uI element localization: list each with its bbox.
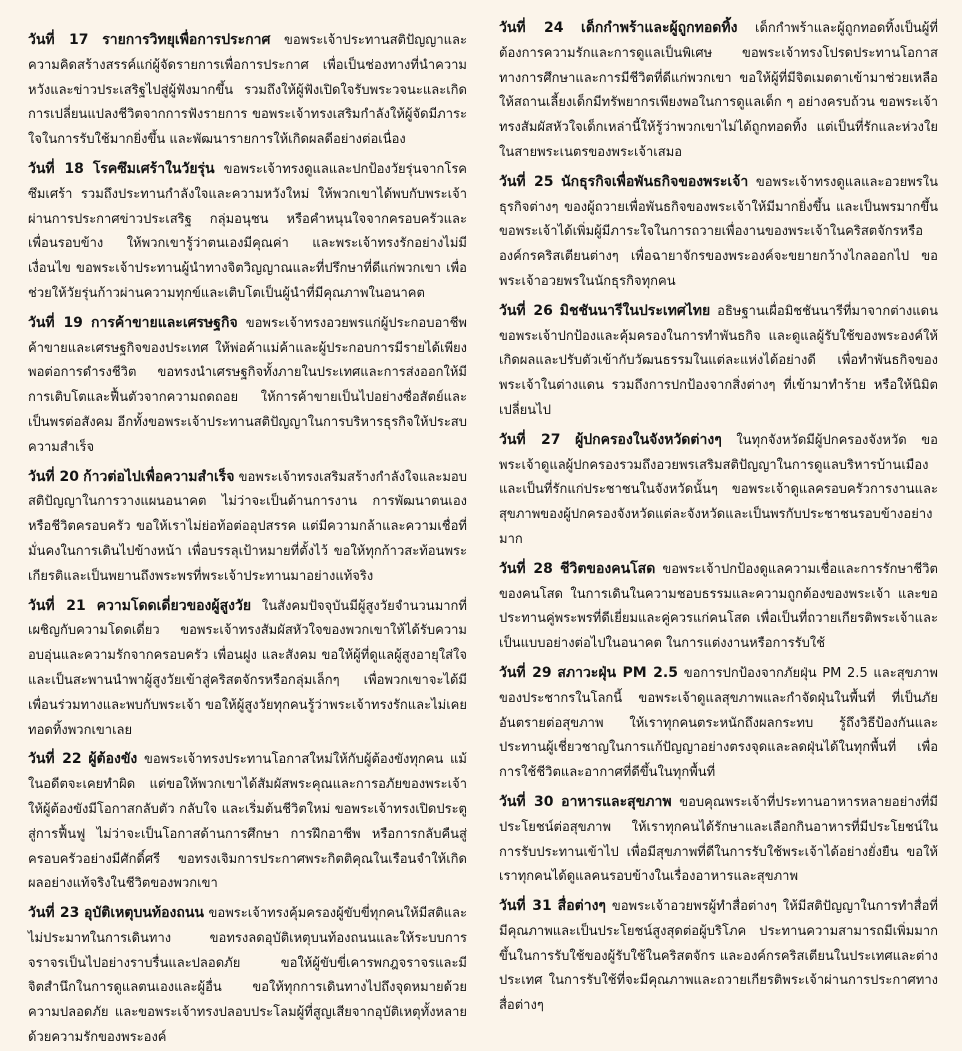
- entry-day-label: วันที่ 26: [499, 302, 553, 319]
- entry-body: ขอพระเจ้าทรงคุ้มครองผู้ขับขี่ทุกคนให้มีสติและไม่ประมาทในการเดินทาง ขอทรงลดอุบัติเหตุบนท้องถนนและให้ระบบการจราจรเป็นไปอย่างราบรื่นและปลอดภัย ขอให้ผู้ขับขี่เคารพกฎจราจรและมีจิตสำนึกในการดูแลตนเองและผู้อื่น ขอให้ทุกการเดินทางไปถึงจุดหมายด้วยความปลอดภัย และขอพระเจ้าทรงปลอบประโลมผู้ที่สูญเสียจากอุบัติเหตุทั้งหลายด้วยความรักของพระองค์: [28, 906, 467, 1046]
- entry-body: ในทุกจังหวัดมีผู้ปกครองจังหวัด ขอพระเจ้าดูแลผู้ปกครองรวมถึงอวยพรเสริมสติปัญญาในการดูแลบริหารบ้านเมือง และเป็นที่รักแก่ประชาชนในจังหวัดนั้นๆ ขอพระเจ้าดูแลครอบครัวการงานและสุขภาพของผู้ปกครองจังหวัดแต่ละจังหวัดและเป็นพรกับประชาชนรอบข้างอย่างมาก: [499, 432, 938, 547]
- prayer-entry-day-23: [28, 901, 467, 1051]
- prayer-entry-day-24: [499, 16, 938, 166]
- entry-body: ขอพระเจ้าทรงดูแลและปกป้องวัยรุ่นจากโรคซึมเศร้า รวมถึงประทานกำลังใจและความหวังใหม่ ให้พวกเขาได้พบกับพระเจ้าผ่านการประกาศข่าวประเสริฐ กลุ่มอนุชน หรือคำหนุนใจจากครอบครัวและเพื่อนรอบข้าง ให้พวกเขารู้ว่าตนเองมีคุณค่า และพระเจ้าทรงรักอย่างไม่มีเงื่อนไข ขอพระเจ้าประทานผู้นำทางจิตวิญญาณและที่ปรึกษาที่ดีแก่พวกเขา เพื่อช่วยให้วัยรุ่นก้าวผ่านความทุกข์และเติบโตเป็นผู้นำที่มีคุณภาพในอนาคต: [28, 161, 467, 301]
- prayer-entry-day-26: [499, 299, 938, 424]
- prayer-entry-day-31: [499, 894, 938, 1019]
- entry-body: ขอพระเจ้าทรงดูแลและอวยพรในธุรกิจต่างๆ ของผู้ถวายเพื่อพันธกิจของพระเจ้าให้มีมากยิ่งขึ้น และเป็นพรมากขึ้น ขอพระเจ้าได้เพิ่มผู้มีภาระใจในการถวายเพื่องานของพระเจ้าในคริสตจักรหรือองค์กรคริสเตียนต่างๆ เพื่อฉายาจักรของพระองค์จะขยายกว้างไกลออกไป ขอพระเจ้าอวยพรในนักธุรกิจทุกคน: [499, 174, 938, 289]
- entry-body: ขอการปกป้องจากภัยฝุ่น PM 2.5 และสุขภาพของประชากรในโลกนี้ ขอพระเจ้าดูแลสุขภาพและกำจัดฝุ่นในพื้นที่ ที่เป็นภัยอันตรายต่อสุขภาพ ให้เราทุกคนตระหนักถึงผลกระทบ รู้ถึงวิธีป้องกันและประทานผู้เชี่ยวชาญในการแก้ปัญญาอย่างตรงจุดและลดฝุ่นได้ในทุกพื้นที่ เพื่อการใช้ชีวิตและอากาศที่ดีขึ้นในทุกพื้นที่: [499, 665, 939, 781]
- entry-day-label: วันที่ 29: [499, 664, 552, 681]
- entry-body: ขอพระเจ้าปกป้องดูแลความเชื่อและการรักษาชีวิตของคนโสด ในการเดินในความชอบธรรมและความถูกต้องของพระเจ้า และขอประทานคู่พระพรที่ดีเยี่ยมและคู่ควรแก่คนโสด เพื่อเป็นที่ถวายเกียรติพระเจ้าและเป็นแบบอย่างต่อไปในอนาคต ในการแต่งงานหรือการรับใช้: [499, 561, 938, 652]
- left-column: [28, 14, 467, 1046]
- entry-day-label: วันที่ 20: [28, 468, 80, 485]
- entry-title: สื่อต่างๆ: [557, 898, 606, 915]
- prayer-entry-day-20: [28, 465, 467, 590]
- entry-title: มิชชันนารีในประเทศไทย: [559, 302, 711, 319]
- entry-day-label: วันที่ 28: [499, 560, 553, 577]
- prayer-entry-day-30: [499, 790, 938, 890]
- entry-title: สภาวะฝุ่น PM 2.5: [557, 664, 678, 681]
- prayer-entry-day-17: [28, 28, 467, 153]
- entry-body: ในสังคมปัจจุบันมีผู้สูงวัยจำนวนมากที่เผชิญกับความโดดเดี่ยว ขอพระเจ้าทรงสัมผัสหัวใจของพวกเขาให้ได้รับความอบอุ่นและความรักจากครอบครัว เพื่อนฝูง และสังคม ขอให้ผู้ที่ดูแลผู้สูงอายุใส่ใจและเป็นสะพานนำพาผู้สูงวัยเข้าสู่คริสตจักรหรือกลุ่มเล็กๆ เพื่อพวกเขาจะได้มีเพื่อนร่วมทางและพบกับพระเจ้า ขอให้ผู้สูงวัยทุกคนรู้ว่าพระเจ้าทรงรักและไม่เคยทอดทิ้งพวกเขาเลย: [28, 598, 467, 738]
- right-column: [499, 14, 938, 1024]
- entry-day-label: วันที่ 27: [499, 431, 561, 448]
- entry-body: ขอพระเจ้าทรงอวยพรแก่ผู้ประกอบอาชีพค้าขายและเศรษฐกิจของประเทศ ให้พ่อค้าแม่ค้าและผู้ประกอบการมีรายได้เพียงพอต่อการดำรงชีวิต ขอทรงนำเศรษฐกิจทั้งภายในประเทศและการส่งออกให้มีการเติบโตและฟื้นตัวจากความถดถอย ให้การค้าขายเป็นไปอย่างซื่อสัตย์และเป็นพรต่อสังคม อีกทั้งขอพระเจ้าประทานสติปัญญาในการบริหารธุรกิจให้ประสบความสำเร็จ: [28, 315, 467, 455]
- entry-day-label: วันที่ 18: [28, 160, 84, 177]
- prayer-entry-day-18: [28, 157, 467, 307]
- entry-title: ชีวิตของคนโสด: [559, 560, 656, 577]
- entry-title: การค้าขายและเศรษฐกิจ: [90, 314, 238, 331]
- entry-title: ผู้ปกครองในจังหวัดต่างๆ: [575, 431, 722, 448]
- prayer-entry-day-22: [28, 747, 467, 897]
- entry-day-label: วันที่ 25: [499, 173, 554, 190]
- entry-day-label: วันที่ 30: [499, 793, 554, 810]
- entry-title: ความโดดเดี่ยวของผู้สูงวัย: [96, 597, 252, 614]
- entry-title: อาหารและสุขภาพ: [561, 793, 672, 810]
- entry-body: ขอพระเจ้าประทานสติปัญญาและความคิดสร้างสรรค์แก่ผู้จัดรายการเพื่อการประกาศ เพื่อเป็นช่องทางที่นำความหวังและข่าวประเสริฐไปสู่ผู้ฟังมากขึ้น รวมถึงให้ผู้ฟังเปิดใจรับพระวจนะและเกิดการเปลี่ยนแปลงชีวิตจากการฟังรายการ ขอพระเจ้าทรงเสริมกำลังให้ผู้จัดมีภาระใจในการรับใช้มากยิ่งขึ้น และพัฒนารายการให้เกิดผลดีอย่างต่อเนื่อง: [28, 33, 467, 148]
- entry-body: เด็กกำพร้าและผู้ถูกทอดทิ้งเป็นผู้ที่ต้องการความรักและการดูแลเป็นพิเศษ ขอพระเจ้าทรงโปรดประทานโอกาสทางการศึกษาและการมีชีวิตที่ดีแก่พวกเขา ขอให้ผู้ที่มีจิตเมตตาเข้ามาช่วยเหลือให้สถานเลี้ยงเด็กมีทรัพยากรเพียงพอในการดูแลเด็ก ๆ อย่างครบถ้วน ขอพระเจ้าทรงสัมผัสหัวใจเด็กเหล่านี้ให้รู้ว่าพวกเขาไม่ได้ถูกทอดทิ้ง แต่เป็นที่รักและห่วงใยในสายพระเนตรของพระเจ้าเสมอ: [499, 21, 938, 160]
- prayer-entry-day-19: [28, 311, 467, 461]
- entry-day-label: วันที่ 17: [28, 32, 89, 48]
- entry-title: ผู้ต้องขัง: [88, 751, 138, 768]
- prayer-entry-day-27: [499, 428, 938, 553]
- entry-body: อธิษฐานเผื่อมิชชันนารีที่มาจากต่างแดน ขอพระเจ้าปกป้องและคุ้มครองในการทำพันธกิจ และดูแลผู้รับใช้ของพระองค์ให้เกิดผลและปรับตัวเข้ากับวัฒนธรรมในแต่ละแห่งได้อย่างดี เพื่อทำพันธกิจของพระเจ้าในต่างแดน รวมถึงการปกป้องจากสิ่งต่างๆ ที่เข้ามาทำร้าย หรือให้นิมิตเปลี่ยนไป: [499, 303, 938, 418]
- entry-body: ขอบคุณพระเจ้าที่ประทานอาหารหลายอย่างที่มีประโยชน์ต่อสุขภาพ ให้เราทุกคนได้รักษาและเลือกกินอาหารที่มีประโยชน์ในการรับประทานเข้าไป เพื่อมีสุขภาพที่ดีในการรับใช้พระเจ้าได้อย่างยั่งยืน ขอให้เราทุกคนได้ดูแลคนรอบข้างในเรื่องอาหารและสุขภาพ: [499, 794, 938, 885]
- entry-day-label: วันที่ 21: [28, 597, 86, 614]
- entry-body: ขอพระเจ้าอวยพรผู้ทำสื่อต่างๆ ให้มีสติปัญญาในการทำสื่อที่มีคุณภาพและเป็นประโยชน์สูงสุดต่อผู้บริโภค ประทานความสามารถมีเพิ่มมากขึ้นในการรับใช้ของผู้รับใช้ในคริสตจักร และองค์กรคริสเตียนในประเทศและต่างประเทศ ในการรับใช้ที่จะมีคุณภาพและถวายเกียรติพระเจ้าผ่านการประกาศทางสื่อต่างๆ: [499, 899, 938, 1014]
- entry-body: ขอพระเจ้าทรงเสริมสร้างกำลังใจและมอบสติปัญญาในการวางแผนอนาคต ไม่ว่าจะเป็นด้านการงาน การพัฒนาตนเอง หรือชีวิตครอบครัว ขอให้เราไม่ย่อท้อต่ออุปสรรค แต่มีความกล้าและความเชื่อที่มั่นคงในการเดินไปข้างหน้า เพื่อบรรลุเป้าหมายที่ตั้งไว้ ขอให้ทุกก้าวสะท้อนพระเกียรติและเป็นพยานถึงพระพรที่พระเจ้าประทานมาอย่างแท้จริง: [28, 469, 467, 584]
- entry-day-label: วันที่ 24: [499, 20, 564, 36]
- entry-day-label: วันที่ 19: [28, 314, 83, 331]
- prayer-entry-day-25: [499, 170, 938, 295]
- entry-title: โรคซึมเศร้าในวัยรุ่น: [92, 160, 215, 177]
- prayer-entry-day-21: [28, 594, 467, 744]
- entry-day-label: วันที่ 31: [499, 898, 552, 915]
- entry-title: รายการวิทยุเพื่อการประกาศ: [102, 32, 271, 48]
- entry-title: เด็กกำพร้าและผู้ถูกทอดทิ้ง: [581, 20, 738, 36]
- entry-title: ก้าวต่อไปเพื่อความสำเร็จ: [83, 468, 235, 485]
- entry-body: ขอพระเจ้าทรงประทานโอกาสใหม่ให้กับผู้ต้องขังทุกคน แม้ในอดีตจะเคยทำผิด แต่ขอให้พวกเขาได้สัมผัสพระคุณและการอภัยของพระเจ้า ให้ผู้ต้องขังมีโอกาสกลับตัว กลับใจ และเริ่มต้นชีวิตใหม่ ขอพระเจ้าทรงเปิดประตูสู่การฟื้นฟู ไม่ว่าจะเป็นโอกาสด้านการศึกษา การฝึกอาชีพ หรือการกลับคืนสู่ครอบครัวอย่างมีศักดิ์ศรี ขอทรงเจิมการประกาศพระกิตติคุณในเรือนจำให้เกิดผลอย่างแท้จริงในชีวิตของพวกเขา: [28, 752, 467, 892]
- prayer-entry-day-29: [499, 661, 938, 786]
- entry-day-label: วันที่ 23: [28, 905, 80, 922]
- entry-title: นักธุรกิจเพื่อพันธกิจของพระเจ้า: [561, 173, 749, 190]
- prayer-entry-day-28: [499, 557, 938, 657]
- entry-day-label: วันที่ 22: [28, 751, 82, 768]
- entry-title: อุบัติเหตุบนท้องถนน: [83, 905, 204, 922]
